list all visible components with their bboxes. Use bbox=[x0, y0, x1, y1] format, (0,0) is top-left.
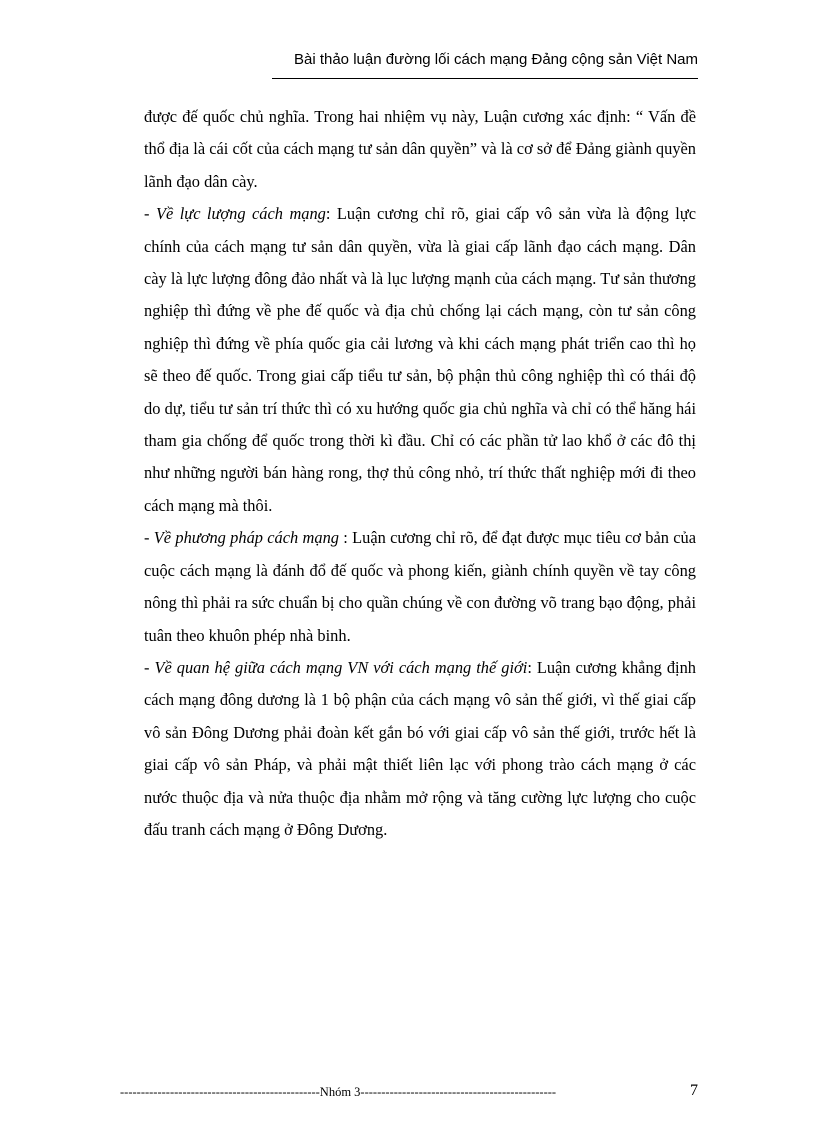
paragraph-land-issue: được đế quốc chủ nghĩa. Trong hai nhiệm vụ này, Luận cương xác định: “ Vấn đề thổ địa là cái cốt của cách mạng tư sản dân quyền” và là cơ sở để Đảng giành quyền lãnh đạo dân cày. bbox=[144, 107, 696, 191]
paragraph-text: : Luận cương chỉ rõ, giai cấp vô sản vừa là động lực chính của cách mạng tư sản dân quyền, vừa là giai cấp lãnh đạo cách mạng. Dân cày là lực lượng đông đảo nhất và là lục lượng mạnh của cách mạng. Tư sản thương nghiệp thì đứng về phe đế quốc và địa chủ chống lại cách mạng, còn tư sản công nghiệp thì đứng về phía quốc gia cải lương và khi cách mạng phát triển cao thì họ sẽ theo đế quốc. Trong giai cấp tiểu tư sản, bộ phận thủ công nghiệp thì có thái độ do dự, tiểu tư sản trí thức thì có xu hướng quốc gia chủ nghĩa và chỉ có thể hăng hái tham gia chống để quốc trong thời kì đầu. Chỉ có các phần tử lao khổ ở các đô thị như những người bán hàng rong, thợ thủ công nhỏ, trí thức thất nghiệp mới đi theo cách mạng mà thôi. bbox=[144, 204, 696, 515]
header-rule bbox=[272, 78, 698, 79]
section-heading-method: Về phương pháp cách mạng bbox=[153, 528, 339, 548]
page-number: 7 bbox=[690, 1082, 698, 1099]
bullet-dash: - bbox=[144, 657, 155, 677]
bullet-dash: - bbox=[144, 528, 154, 548]
section-heading-relations: Về quan hệ giữa cách mạng VN với cách mạng thế giới bbox=[154, 657, 528, 677]
paragraph-revolutionary-forces bbox=[144, 198, 696, 522]
section-heading-forces: Về lực lượng cách mạng bbox=[155, 204, 326, 224]
paragraph-world-relations bbox=[144, 652, 696, 846]
paragraph-text: : Luận cương khẳng định cách mạng đông dương là 1 bộ phận của cách mạng vô sản thế giới, vì thế giai cấp vô sản Đông Dương phải đoàn kết gắn bó với giai cấp vô sản thế giới, trước hết là giai cấp vô sản Pháp, và phải mật thiết liên lạc với phong trào cách mạng ở các nước thuộc địa và nửa thuộc địa nhằm mở rộng và tăng cường lực lượng cho cuộc đấu tranh cách mạng ở Đông Dương. bbox=[144, 657, 696, 839]
running-header: Bài thảo luận đường lối cách mạng Đảng cộng sản Việt Nam bbox=[293, 51, 698, 68]
bullet-dash: - bbox=[144, 204, 156, 224]
paragraph-text: : Luận cương chỉ rõ, để đạt được mục tiêu cơ bản của cuộc cách mạng là đánh đổ đế quốc và phong kiến, giành chính quyền về tay công nông thì phải ra sức chuẩn bị cho quần chúng về con đường võ trang bạo động, phải tuân theo khuôn phép nhà binh. bbox=[144, 528, 696, 645]
footer-group-label: ------------------------------------------------Nhóm 3----------------------------------------------- bbox=[120, 1085, 557, 1099]
page-body bbox=[144, 101, 696, 846]
paragraph-revolutionary-method bbox=[144, 522, 696, 652]
